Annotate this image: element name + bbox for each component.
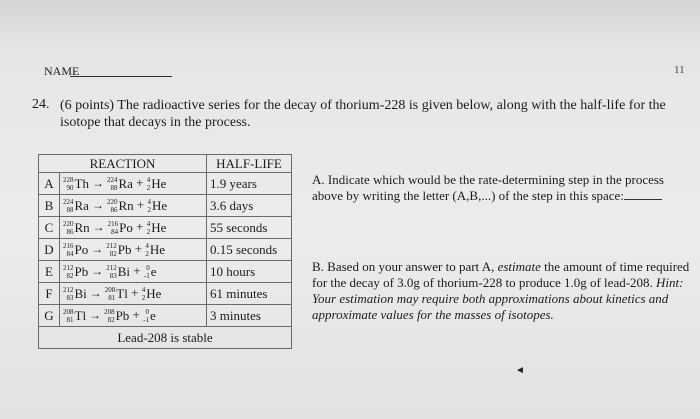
page-number: 11 bbox=[674, 64, 685, 76]
plus-sign: + bbox=[130, 262, 144, 278]
mass-number: 4 bbox=[145, 242, 149, 250]
mass-number: 220 bbox=[106, 198, 118, 206]
isotope-daughter bbox=[107, 197, 134, 214]
mass-number: 224 bbox=[106, 176, 118, 184]
stable-note: Lead-208 is stable bbox=[39, 327, 292, 349]
mass-number: 208 bbox=[104, 286, 116, 294]
answer-blank[interactable] bbox=[624, 199, 662, 200]
atomic-number: 82 bbox=[66, 272, 74, 280]
mass-number: 212 bbox=[63, 264, 74, 272]
table-row bbox=[39, 195, 292, 217]
element-symbol: Tl bbox=[74, 308, 87, 323]
step-letter: F bbox=[39, 283, 60, 305]
isotope-daughter bbox=[108, 219, 133, 236]
atomic-number: 2 bbox=[145, 250, 149, 258]
element-symbol: Pb bbox=[74, 264, 89, 279]
reaction-equation bbox=[60, 239, 207, 261]
atomic-number: 82 bbox=[107, 316, 115, 324]
name-field[interactable] bbox=[70, 76, 172, 77]
element-symbol: He bbox=[146, 286, 162, 301]
half-life-value: 61 minutes bbox=[207, 283, 292, 305]
part-b-hint: Hint: Your estimation may require both approximations about kinetics and approximate values for the masses of isotopes. bbox=[312, 275, 684, 322]
element-symbol: Rn bbox=[118, 198, 134, 213]
decay-series-table bbox=[38, 154, 292, 349]
element-symbol: Bi bbox=[74, 286, 87, 301]
isotope-emitted bbox=[147, 175, 167, 192]
element-symbol: He bbox=[151, 176, 167, 191]
mass-number: 212 bbox=[63, 286, 74, 294]
isotope-daughter bbox=[106, 263, 130, 280]
question-number: 24. bbox=[32, 97, 50, 112]
element-symbol: Po bbox=[119, 220, 133, 235]
mass-number: 228 bbox=[63, 176, 74, 184]
question-text: (6 points) The radioactive series for the decay of thorium-228 is given below, along with the half-life for the isotope that decays in the process. bbox=[60, 98, 666, 130]
mass-number: 4 bbox=[146, 176, 151, 184]
reaction-equation bbox=[60, 173, 207, 195]
arrow-icon: → bbox=[91, 197, 104, 212]
mass-number: 208 bbox=[104, 308, 115, 316]
mass-number: 208 bbox=[63, 308, 74, 316]
atomic-number: 88 bbox=[110, 184, 118, 192]
arrow-icon: → bbox=[92, 219, 105, 234]
isotope-daughter bbox=[104, 307, 129, 324]
half-life-value: 55 seconds bbox=[207, 217, 292, 239]
isotope-emitted bbox=[145, 241, 165, 258]
step-letter: A bbox=[39, 173, 60, 195]
isotope-emitted bbox=[147, 197, 167, 214]
atomic-number: 81 bbox=[108, 294, 116, 302]
half-life-value: 10 hours bbox=[207, 261, 292, 283]
atomic-number: -1 bbox=[143, 272, 150, 280]
atomic-number: 2 bbox=[146, 228, 151, 236]
table-row bbox=[39, 305, 292, 327]
isotope-parent bbox=[63, 197, 89, 214]
atomic-number: 82 bbox=[109, 250, 117, 258]
mass-number: 212 bbox=[106, 242, 117, 250]
atomic-number: -1 bbox=[143, 316, 149, 324]
element-symbol: Rn bbox=[74, 220, 90, 235]
reaction-equation bbox=[60, 217, 207, 239]
atomic-number: 90 bbox=[66, 184, 74, 192]
mass-number: 4 bbox=[141, 286, 146, 294]
step-letter: D bbox=[39, 239, 60, 261]
arrow-icon: → bbox=[91, 175, 104, 190]
atomic-number: 83 bbox=[109, 272, 117, 280]
isotope-emitted bbox=[143, 307, 156, 324]
mass-number: 212 bbox=[106, 264, 117, 272]
element-symbol: Ra bbox=[74, 198, 89, 213]
step-letter: E bbox=[39, 261, 60, 283]
element-symbol: Pb bbox=[117, 242, 132, 257]
element-symbol: He bbox=[149, 242, 165, 257]
plus-sign: + bbox=[131, 240, 146, 256]
plus-sign: + bbox=[132, 218, 147, 234]
mass-number: 216 bbox=[107, 220, 119, 228]
atomic-number: 83 bbox=[66, 294, 74, 302]
arrow-icon: → bbox=[89, 307, 102, 322]
part-b-lead: B. Based on your answer to part A, bbox=[312, 259, 495, 274]
atomic-number: 88 bbox=[66, 206, 74, 214]
table-row bbox=[39, 261, 292, 283]
element-symbol: Pb bbox=[115, 308, 130, 323]
part-b bbox=[312, 259, 696, 323]
half-life-value: 3.6 days bbox=[207, 195, 292, 217]
mass-number: 216 bbox=[63, 242, 74, 250]
table-header-row bbox=[39, 155, 292, 173]
name-label: NAME bbox=[44, 64, 80, 78]
plus-sign: + bbox=[132, 174, 147, 190]
arrow-icon: → bbox=[89, 285, 102, 300]
step-letter: C bbox=[39, 217, 60, 239]
table-row bbox=[39, 217, 292, 239]
mass-number: 0 bbox=[146, 264, 150, 272]
plus-sign: + bbox=[133, 196, 148, 212]
isotope-emitted bbox=[144, 263, 157, 280]
plus-sign: + bbox=[129, 306, 144, 322]
arrow-icon: → bbox=[91, 241, 104, 256]
element-symbol: He bbox=[151, 198, 168, 213]
atomic-number: 81 bbox=[66, 316, 74, 324]
element-symbol: He bbox=[151, 220, 167, 235]
table-row bbox=[39, 173, 292, 195]
mass-number: 224 bbox=[63, 198, 74, 206]
half-life-value: 0.15 seconds bbox=[207, 239, 292, 261]
isotope-parent bbox=[63, 175, 89, 192]
half-life-header: HALF-LIFE bbox=[207, 155, 292, 173]
mass-number: 0 bbox=[145, 308, 149, 316]
atomic-number: 2 bbox=[141, 294, 146, 302]
part-a-text: A. Indicate which would be the rate-determining step in the process above by writing the letter (A,B,...) of the step in this space: bbox=[312, 172, 664, 203]
element-symbol: e bbox=[150, 264, 157, 279]
isotope-parent bbox=[63, 263, 88, 280]
reaction-header: REACTION bbox=[39, 155, 207, 173]
mass-number: 4 bbox=[146, 220, 151, 228]
part-b-middle: the amount of time required for the decay of 3.0g of thorium-228 to produce 1.0g of lead-208. bbox=[312, 259, 690, 290]
mass-number: 220 bbox=[63, 220, 74, 228]
atomic-number: 86 bbox=[66, 228, 74, 236]
plus-sign: + bbox=[127, 284, 142, 300]
step-letter: G bbox=[39, 305, 60, 327]
atomic-number: 84 bbox=[66, 250, 74, 258]
element-symbol: Ra bbox=[118, 176, 133, 191]
reaction-equation bbox=[60, 305, 207, 327]
part-b-emphasis: estimate bbox=[497, 259, 541, 274]
part-a bbox=[312, 172, 694, 204]
atomic-number: 84 bbox=[111, 228, 119, 236]
reaction-equation bbox=[60, 195, 207, 217]
step-letter: B bbox=[39, 195, 60, 217]
arrow-cursor-icon: ◄ bbox=[515, 365, 525, 376]
element-symbol: Th bbox=[74, 176, 89, 191]
table-row bbox=[39, 239, 292, 261]
atomic-number: 86 bbox=[110, 206, 118, 214]
isotope-emitted bbox=[142, 285, 162, 302]
table-row bbox=[39, 283, 292, 305]
half-life-value: 1.9 years bbox=[207, 173, 292, 195]
isotope-parent bbox=[63, 241, 88, 258]
arrow-icon: → bbox=[91, 263, 104, 278]
atomic-number: 2 bbox=[146, 184, 151, 192]
element-symbol: Po bbox=[74, 242, 89, 257]
isotope-daughter bbox=[105, 285, 128, 302]
isotope-parent bbox=[63, 307, 86, 324]
element-symbol: Bi bbox=[117, 264, 131, 279]
element-symbol: e bbox=[149, 308, 156, 323]
half-life-value: 3 minutes bbox=[207, 305, 292, 327]
isotope-parent bbox=[63, 285, 87, 302]
element-symbol: Tl bbox=[116, 286, 128, 301]
isotope-daughter bbox=[107, 175, 133, 192]
isotope-emitted bbox=[147, 219, 167, 236]
isotope-daughter bbox=[106, 241, 131, 258]
reaction-equation bbox=[60, 261, 207, 283]
atomic-number: 2 bbox=[147, 206, 151, 214]
mass-number: 4 bbox=[147, 198, 151, 206]
isotope-parent bbox=[63, 219, 90, 236]
reaction-equation bbox=[60, 283, 207, 305]
